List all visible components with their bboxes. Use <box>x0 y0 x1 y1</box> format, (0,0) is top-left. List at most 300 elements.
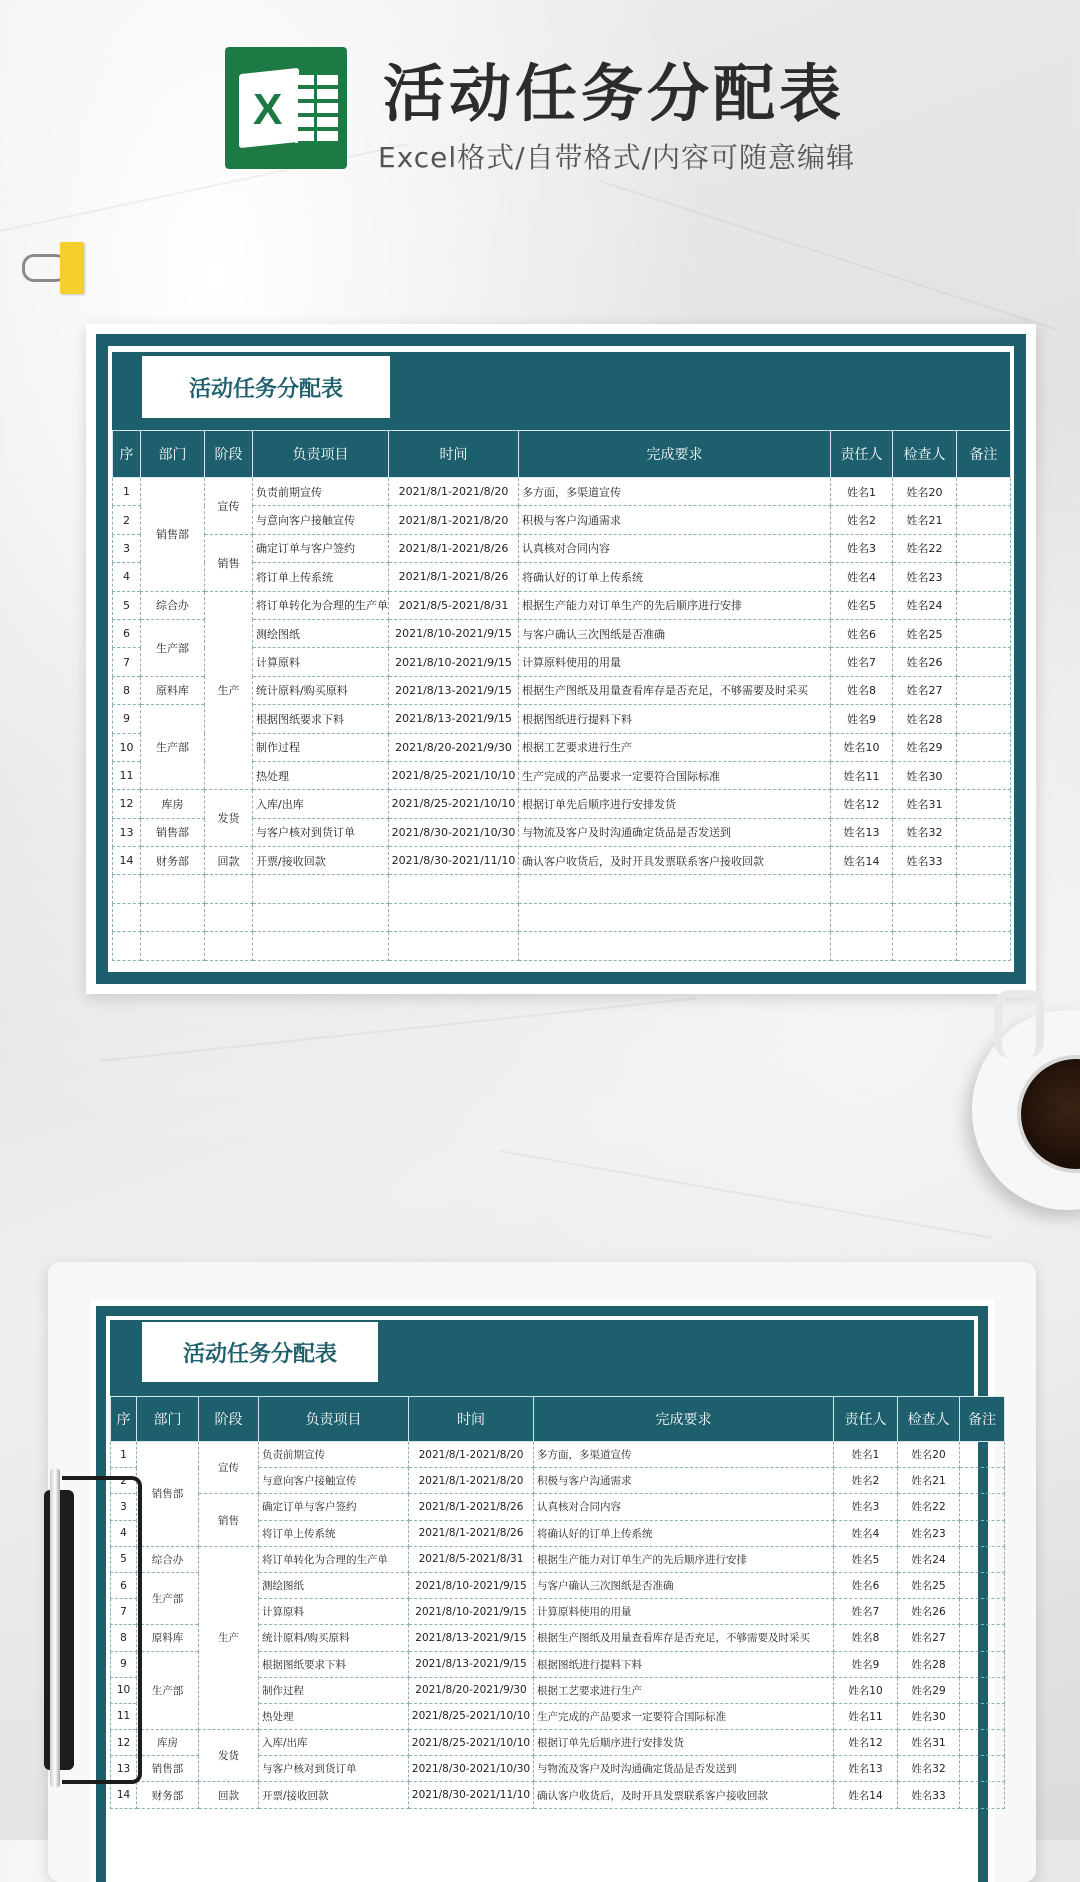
cell-owner <box>831 932 893 960</box>
cell-req: 确认客户收货后，及时开具发票联系客户接收回款 <box>534 1782 834 1808</box>
cell-checker: 姓名21 <box>893 506 957 534</box>
cell-remark <box>957 506 1011 534</box>
spreadsheet-grid-icon <box>295 75 338 143</box>
cell-dept: 财务部 <box>137 1782 199 1808</box>
table-row <box>113 875 1011 903</box>
cell-req: 根据工艺要求进行生产 <box>519 733 831 761</box>
cell-item: 统计原料/购买原料 <box>259 1625 409 1651</box>
cell-req: 多方面，多渠道宣传 <box>519 478 831 506</box>
cell-time: 2021/8/25-2021/10/10 <box>409 1730 534 1756</box>
cell-owner: 姓名14 <box>834 1782 898 1808</box>
cell-no: 2 <box>113 506 141 534</box>
cell-remark <box>957 847 1011 875</box>
cell-item: 确定订单与客户签约 <box>259 1494 409 1520</box>
cell-item: 将订单上传系统 <box>259 1520 409 1546</box>
cell-req: 根据生产能力对订单生产的先后顺序进行安排 <box>534 1546 834 1572</box>
cell-dept: 销售部 <box>137 1442 199 1547</box>
cell-no: 6 <box>111 1572 137 1598</box>
cell-stage: 销售 <box>199 1494 259 1546</box>
cell-checker: 姓名27 <box>898 1625 960 1651</box>
cell-time: 2021/8/1-2021/8/26 <box>409 1520 534 1546</box>
cell-item: 负责前期宣传 <box>253 478 389 506</box>
cell-item: 与客户核对到货订单 <box>259 1756 409 1782</box>
cell-dept: 生产部 <box>141 619 205 676</box>
cell-checker: 姓名28 <box>893 705 957 733</box>
marble-vein <box>0 143 411 232</box>
cell-dept: 财务部 <box>141 847 205 875</box>
cell-time: 2021/8/13-2021/9/15 <box>409 1625 534 1651</box>
cell-owner: 姓名2 <box>834 1468 898 1494</box>
cell-dept: 销售部 <box>137 1756 199 1782</box>
cell-checker: 姓名31 <box>898 1730 960 1756</box>
cell-remark <box>957 875 1011 903</box>
cell-stage <box>205 903 253 931</box>
table-row <box>111 1442 1005 1468</box>
cell-owner: 姓名9 <box>834 1651 898 1677</box>
column-header: 检查人 <box>898 1397 960 1442</box>
cell-time: 2021/8/10-2021/9/15 <box>389 648 519 676</box>
cell-checker: 姓名32 <box>893 818 957 846</box>
cell-owner <box>831 903 893 931</box>
cell-time: 2021/8/1-2021/8/20 <box>409 1442 534 1468</box>
cell-checker: 姓名29 <box>898 1677 960 1703</box>
cell-stage <box>205 875 253 903</box>
cell-stage: 发货 <box>199 1730 259 1782</box>
cell-no: 12 <box>111 1730 137 1756</box>
cell-req: 与物流及客户及时沟通确定货品是否发送到 <box>534 1756 834 1782</box>
cell-item: 将订单转化为合理的生产单 <box>259 1546 409 1572</box>
cell-req: 根据生产图纸及用量查看库存是否充足，不够需要及时采买 <box>534 1625 834 1651</box>
cell-stage: 发货 <box>205 790 253 847</box>
cell-time: 2021/8/25-2021/10/10 <box>409 1703 534 1729</box>
cell-remark <box>957 903 1011 931</box>
cell-no: 3 <box>111 1494 137 1520</box>
cell-time: 2021/8/1-2021/8/20 <box>409 1468 534 1494</box>
cell-time: 2021/8/30-2021/10/30 <box>409 1756 534 1782</box>
cell-no: 3 <box>113 534 141 562</box>
clip-jaw <box>60 242 84 294</box>
cell-item: 计算原料 <box>259 1599 409 1625</box>
cell-owner: 姓名11 <box>834 1703 898 1729</box>
cell-checker <box>893 875 957 903</box>
cell-dept <box>141 932 205 960</box>
cell-req: 多方面，多渠道宣传 <box>534 1442 834 1468</box>
cell-time: 2021/8/30-2021/11/10 <box>389 847 519 875</box>
cell-checker: 姓名23 <box>893 563 957 591</box>
cell-time: 2021/8/25-2021/10/10 <box>389 790 519 818</box>
cell-owner: 姓名10 <box>834 1677 898 1703</box>
cell-remark <box>960 1677 1005 1703</box>
cell-checker <box>893 903 957 931</box>
cell-owner: 姓名1 <box>834 1442 898 1468</box>
cell-no <box>113 903 141 931</box>
cell-no: 13 <box>113 818 141 846</box>
cell-checker: 姓名27 <box>893 676 957 704</box>
cell-remark <box>960 1782 1005 1808</box>
cell-no: 13 <box>111 1756 137 1782</box>
table-row <box>113 932 1011 960</box>
cell-remark <box>957 705 1011 733</box>
column-header: 时间 <box>409 1397 534 1442</box>
cell-checker: 姓名25 <box>898 1572 960 1598</box>
cell-req: 根据工艺要求进行生产 <box>534 1677 834 1703</box>
cell-checker: 姓名22 <box>898 1494 960 1520</box>
cell-req: 积极与客户沟通需求 <box>534 1468 834 1494</box>
cell-item: 确定订单与客户签约 <box>253 534 389 562</box>
cell-req: 积极与客户沟通需求 <box>519 506 831 534</box>
cell-no: 7 <box>111 1599 137 1625</box>
cell-item: 入库/出库 <box>253 790 389 818</box>
cell-time: 2021/8/1-2021/8/20 <box>389 478 519 506</box>
cell-req: 认真核对合同内容 <box>519 534 831 562</box>
cell-checker: 姓名24 <box>893 591 957 619</box>
cell-owner: 姓名4 <box>831 563 893 591</box>
cell-remark <box>957 733 1011 761</box>
cell-checker: 姓名29 <box>893 733 957 761</box>
cell-req: 将确认好的订单上传系统 <box>519 563 831 591</box>
excel-logo <box>225 47 347 169</box>
table-row <box>113 534 1011 562</box>
cell-req: 与物流及客户及时沟通确定货品是否发送到 <box>519 818 831 846</box>
cell-owner: 姓名10 <box>831 733 893 761</box>
cell-no: 14 <box>111 1782 137 1808</box>
cell-remark <box>960 1651 1005 1677</box>
cell-checker: 姓名31 <box>893 790 957 818</box>
cell-req: 计算原料使用的用量 <box>519 648 831 676</box>
cell-remark <box>957 676 1011 704</box>
cell-owner: 姓名5 <box>831 591 893 619</box>
cell-remark <box>960 1572 1005 1598</box>
cell-req <box>519 903 831 931</box>
cell-owner: 姓名8 <box>831 676 893 704</box>
cell-no: 2 <box>111 1468 137 1494</box>
cell-item: 开票/接收回款 <box>259 1782 409 1808</box>
cell-req: 根据生产能力对订单生产的先后顺序进行安排 <box>519 591 831 619</box>
table-row <box>113 847 1011 875</box>
preview-sheet-1 <box>86 324 1036 994</box>
preview-sheet-2 <box>48 1262 1036 1882</box>
cell-time: 2021/8/1-2021/8/20 <box>389 506 519 534</box>
cell-item: 统计原料/购买原料 <box>253 676 389 704</box>
column-header: 备注 <box>957 431 1011 478</box>
table-row <box>113 790 1011 818</box>
cell-time <box>389 903 519 931</box>
cell-item: 根据图纸要求下料 <box>259 1651 409 1677</box>
cell-no: 4 <box>111 1520 137 1546</box>
cell-item: 测绘图纸 <box>259 1572 409 1598</box>
cell-remark <box>957 478 1011 506</box>
cell-item: 与客户核对到货订单 <box>253 818 389 846</box>
cell-item: 与意向客户接触宣传 <box>253 506 389 534</box>
table-row <box>113 591 1011 619</box>
cell-time: 2021/8/1-2021/8/26 <box>389 534 519 562</box>
cell-req: 生产完成的产品要求一定要符合国际标准 <box>519 761 831 789</box>
cell-owner: 姓名6 <box>831 619 893 647</box>
column-header: 负责项目 <box>259 1397 409 1442</box>
cell-no: 5 <box>113 591 141 619</box>
cell-no <box>113 875 141 903</box>
cell-time: 2021/8/10-2021/9/15 <box>409 1599 534 1625</box>
cell-dept: 生产部 <box>137 1572 199 1624</box>
cell-checker: 姓名32 <box>898 1756 960 1782</box>
cell-remark <box>960 1468 1005 1494</box>
cell-item: 热处理 <box>253 761 389 789</box>
cell-remark <box>960 1730 1005 1756</box>
cell-owner <box>831 875 893 903</box>
cell-req: 确认客户收货后，及时开具发票联系客户接收回款 <box>519 847 831 875</box>
page-title: 活动任务分配表 <box>383 57 846 130</box>
cell-dept: 库房 <box>141 790 205 818</box>
cell-owner: 姓名7 <box>831 648 893 676</box>
task-table <box>110 1396 1005 1809</box>
cell-stage: 回款 <box>205 847 253 875</box>
marble-vein <box>100 997 697 1062</box>
cell-item: 入库/出库 <box>259 1730 409 1756</box>
cell-checker <box>893 932 957 960</box>
cell-no <box>113 932 141 960</box>
cell-remark <box>960 1625 1005 1651</box>
cell-item: 热处理 <box>259 1703 409 1729</box>
cell-checker: 姓名25 <box>893 619 957 647</box>
column-header: 阶段 <box>205 431 253 478</box>
cell-time <box>389 932 519 960</box>
cell-time: 2021/8/30-2021/10/30 <box>389 818 519 846</box>
cell-time: 2021/8/30-2021/11/10 <box>409 1782 534 1808</box>
cell-owner: 姓名6 <box>834 1572 898 1598</box>
cell-stage: 回款 <box>199 1782 259 1808</box>
cell-remark <box>957 818 1011 846</box>
cell-no: 9 <box>113 705 141 733</box>
cell-checker: 姓名23 <box>898 1520 960 1546</box>
cell-time: 2021/8/10-2021/9/15 <box>389 619 519 647</box>
cell-item: 负责前期宣传 <box>259 1442 409 1468</box>
cell-req: 与客户确认三次图纸是否准确 <box>534 1572 834 1598</box>
column-header: 完成要求 <box>534 1397 834 1442</box>
coffee-cup <box>972 1010 1080 1210</box>
cell-owner: 姓名3 <box>831 534 893 562</box>
cell-remark <box>957 790 1011 818</box>
column-header: 时间 <box>389 431 519 478</box>
column-header: 负责项目 <box>253 431 389 478</box>
cell-dept: 生产部 <box>137 1651 199 1730</box>
cell-item: 制作过程 <box>253 733 389 761</box>
sheet-title: 活动任务分配表 <box>142 356 390 418</box>
binder-clip <box>22 242 86 290</box>
cell-item: 测绘图纸 <box>253 619 389 647</box>
cell-stage: 宣传 <box>205 478 253 535</box>
cell-item <box>253 875 389 903</box>
sheet-title: 活动任务分配表 <box>142 1322 378 1382</box>
cell-req: 计算原料使用的用量 <box>534 1599 834 1625</box>
cell-stage: 宣传 <box>199 1442 259 1494</box>
cell-time: 2021/8/20-2021/9/30 <box>389 733 519 761</box>
cell-dept: 生产部 <box>141 705 205 790</box>
column-header: 责任人 <box>831 431 893 478</box>
cell-req <box>519 932 831 960</box>
cell-owner: 姓名7 <box>834 1599 898 1625</box>
cell-remark <box>957 563 1011 591</box>
marble-vein <box>600 180 1057 330</box>
cell-no: 10 <box>113 733 141 761</box>
coffee <box>1017 1055 1080 1173</box>
cell-req <box>519 875 831 903</box>
cell-checker: 姓名22 <box>893 534 957 562</box>
cell-time: 2021/8/13-2021/9/15 <box>389 676 519 704</box>
cell-stage <box>205 932 253 960</box>
cell-req: 与客户确认三次图纸是否准确 <box>519 619 831 647</box>
cell-checker: 姓名21 <box>898 1468 960 1494</box>
marble-vein <box>500 1150 993 1239</box>
cell-no: 4 <box>113 563 141 591</box>
cell-owner: 姓名3 <box>834 1494 898 1520</box>
table-row <box>111 1730 1005 1756</box>
cell-dept <box>141 903 205 931</box>
cell-remark <box>960 1599 1005 1625</box>
cell-checker: 姓名30 <box>893 761 957 789</box>
excel-letter: X <box>253 85 283 134</box>
cell-owner: 姓名1 <box>831 478 893 506</box>
cell-dept: 综合办 <box>141 591 205 619</box>
cell-owner: 姓名12 <box>834 1730 898 1756</box>
cell-no: 14 <box>113 847 141 875</box>
cell-time: 2021/8/10-2021/9/15 <box>409 1572 534 1598</box>
cell-remark <box>957 648 1011 676</box>
cell-item: 开票/接收回款 <box>253 847 389 875</box>
cell-remark <box>960 1546 1005 1572</box>
cell-no: 8 <box>113 676 141 704</box>
cell-checker: 姓名24 <box>898 1546 960 1572</box>
cell-owner: 姓名13 <box>831 818 893 846</box>
cell-no: 7 <box>113 648 141 676</box>
column-header: 责任人 <box>834 1397 898 1442</box>
cell-owner: 姓名8 <box>834 1625 898 1651</box>
cell-dept: 销售部 <box>141 478 205 592</box>
cell-checker: 姓名26 <box>893 648 957 676</box>
column-header: 备注 <box>960 1397 1005 1442</box>
cell-dept: 综合办 <box>137 1546 199 1572</box>
cell-dept: 原料库 <box>137 1625 199 1651</box>
cell-dept <box>141 875 205 903</box>
clipboard-clamp <box>44 1468 152 1786</box>
column-header: 部门 <box>137 1397 199 1442</box>
cell-item: 根据图纸要求下料 <box>253 705 389 733</box>
cell-req: 认真核对合同内容 <box>534 1494 834 1520</box>
cell-no: 1 <box>113 478 141 506</box>
cell-checker: 姓名26 <box>898 1599 960 1625</box>
cell-checker: 姓名33 <box>893 847 957 875</box>
cell-no: 10 <box>111 1677 137 1703</box>
cell-item: 与意向客户接触宣传 <box>259 1468 409 1494</box>
cell-no: 6 <box>113 619 141 647</box>
clamp-rod <box>62 1476 142 1784</box>
column-header: 部门 <box>141 431 205 478</box>
cell-stage: 销售 <box>205 534 253 591</box>
cell-time <box>389 875 519 903</box>
cell-time: 2021/8/1-2021/8/26 <box>409 1494 534 1520</box>
cell-owner: 姓名5 <box>834 1546 898 1572</box>
table-row <box>113 903 1011 931</box>
cell-dept: 库房 <box>137 1730 199 1756</box>
task-table <box>112 430 1011 961</box>
cell-remark <box>957 591 1011 619</box>
cell-remark <box>957 534 1011 562</box>
cell-req: 将确认好的订单上传系统 <box>534 1520 834 1546</box>
table-row <box>113 478 1011 506</box>
cell-no: 5 <box>111 1546 137 1572</box>
column-header: 序 <box>111 1397 137 1442</box>
cell-owner: 姓名13 <box>834 1756 898 1782</box>
cell-item: 将订单上传系统 <box>253 563 389 591</box>
cell-time: 2021/8/25-2021/10/10 <box>389 761 519 789</box>
cell-remark <box>960 1442 1005 1468</box>
cell-item: 将订单转化为合理的生产单 <box>253 591 389 619</box>
cell-checker: 姓名30 <box>898 1703 960 1729</box>
clamp-hinge <box>50 1468 60 1788</box>
cell-no: 12 <box>113 790 141 818</box>
cell-remark <box>960 1703 1005 1729</box>
cell-owner: 姓名4 <box>834 1520 898 1546</box>
column-header: 序 <box>113 431 141 478</box>
cell-dept: 销售部 <box>141 818 205 846</box>
cell-item <box>253 903 389 931</box>
cell-stage: 生产 <box>205 591 253 790</box>
column-header: 检查人 <box>893 431 957 478</box>
cell-req: 根据生产图纸及用量查看库存是否充足，不够需要及时采买 <box>519 676 831 704</box>
cell-item: 计算原料 <box>253 648 389 676</box>
cell-remark <box>960 1756 1005 1782</box>
table-row <box>111 1546 1005 1572</box>
cell-remark <box>960 1520 1005 1546</box>
cell-owner: 姓名14 <box>831 847 893 875</box>
cell-no: 1 <box>111 1442 137 1468</box>
cell-req: 根据订单先后顺序进行安排发货 <box>519 790 831 818</box>
cell-remark <box>957 932 1011 960</box>
cell-time: 2021/8/1-2021/8/26 <box>389 563 519 591</box>
cell-remark <box>960 1494 1005 1520</box>
cell-stage: 生产 <box>199 1546 259 1729</box>
cell-no: 11 <box>113 761 141 789</box>
cell-item <box>253 932 389 960</box>
page-subtitle: Excel格式/自带格式/内容可随意编辑 <box>378 141 856 174</box>
cell-remark <box>957 761 1011 789</box>
cell-owner: 姓名11 <box>831 761 893 789</box>
cup-handle <box>994 990 1044 1058</box>
table-row <box>111 1494 1005 1520</box>
column-header: 完成要求 <box>519 431 831 478</box>
cell-remark <box>957 619 1011 647</box>
column-header: 阶段 <box>199 1397 259 1442</box>
cell-owner: 姓名9 <box>831 705 893 733</box>
cell-owner: 姓名12 <box>831 790 893 818</box>
cell-time: 2021/8/5-2021/8/31 <box>409 1546 534 1572</box>
cell-req: 根据订单先后顺序进行安排发货 <box>534 1730 834 1756</box>
cell-req: 根据图纸进行提料下料 <box>519 705 831 733</box>
cell-no: 11 <box>111 1703 137 1729</box>
cell-checker: 姓名28 <box>898 1651 960 1677</box>
cell-item: 制作过程 <box>259 1677 409 1703</box>
cell-time: 2021/8/13-2021/9/15 <box>389 705 519 733</box>
cell-time: 2021/8/20-2021/9/30 <box>409 1677 534 1703</box>
cell-no: 8 <box>111 1625 137 1651</box>
cell-time: 2021/8/13-2021/9/15 <box>409 1651 534 1677</box>
cell-req: 生产完成的产品要求一定要符合国际标准 <box>534 1703 834 1729</box>
table-row <box>111 1782 1005 1808</box>
cell-req: 根据图纸进行提料下料 <box>534 1651 834 1677</box>
cell-no: 9 <box>111 1651 137 1677</box>
cell-time: 2021/8/5-2021/8/31 <box>389 591 519 619</box>
cell-owner: 姓名2 <box>831 506 893 534</box>
cell-checker: 姓名33 <box>898 1782 960 1808</box>
